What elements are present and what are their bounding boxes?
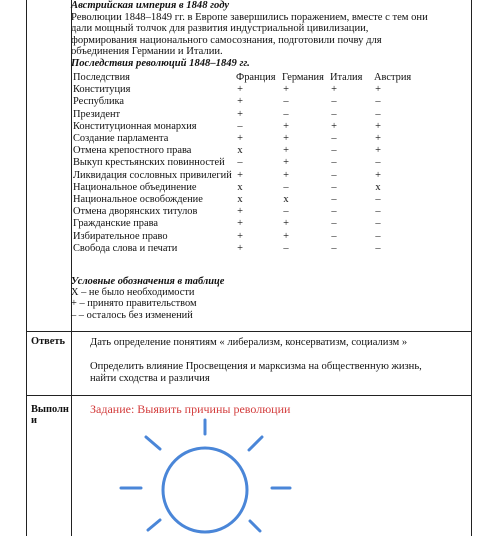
cell-mark: –: [331, 108, 337, 120]
cell-mark: +: [237, 96, 243, 108]
legend-item-x: X – не было необходимости: [71, 287, 195, 299]
answer-line-2: Определить влияние Просвещения и марксизма на общественную жизнь,: [90, 361, 422, 372]
answer-line-1: Дать определение понятиям « либерализм, консерватизм, социализм »: [90, 337, 408, 348]
sun-circle: [163, 448, 247, 532]
cell-mark: +: [375, 145, 381, 157]
cell-mark: x: [375, 181, 381, 193]
cell-mark: x: [237, 181, 243, 193]
cell-mark: –: [331, 169, 337, 181]
intro-line-1: Революции 1848–1849 гг. в Европе завершились поражением, вместе с тем они: [71, 11, 428, 23]
cell-mark: –: [331, 194, 337, 206]
cell-mark: –: [237, 157, 243, 169]
cell-mark: +: [237, 218, 243, 230]
cell-consequence: Конституция: [73, 84, 131, 96]
do-row-label-line1: Выполн: [31, 404, 69, 415]
sun-ray-upper-right: [249, 437, 262, 450]
cell-mark: +: [283, 218, 289, 230]
intro-line-4: объединения Германии и Италии.: [71, 46, 223, 58]
cell-mark: –: [283, 181, 289, 193]
cell-consequence: Республика: [73, 96, 125, 108]
cell-mark: –: [331, 157, 337, 169]
cell-consequence: Выкуп крестьянских повинностей: [73, 157, 225, 169]
header-austria: Австрия: [374, 72, 412, 83]
cell-mark: –: [331, 242, 337, 254]
cell-mark: +: [375, 133, 381, 145]
cell-mark: –: [331, 181, 337, 193]
cell-consequence: Национальное объединение: [73, 181, 197, 193]
sun-ray-lower-left: [148, 520, 160, 530]
cell-mark: –: [375, 108, 381, 120]
cell-mark: –: [375, 194, 381, 206]
cell-mark: x: [237, 145, 243, 157]
cell-mark: –: [375, 206, 381, 218]
cell-consequence: Избирательное право: [73, 230, 168, 242]
cell-consequence: Отмена крепостного права: [73, 145, 192, 157]
intro-line-3: формирования национального самосознания, подготовили почву для: [71, 34, 382, 46]
cell-mark: +: [375, 169, 381, 181]
legend-item-dash: – – осталось без изменений: [71, 309, 193, 321]
cell-mark: –: [331, 96, 337, 108]
task-text: Задание: Выявить причины революции: [90, 402, 291, 416]
cell-mark: –: [331, 218, 337, 230]
header-italy: Италия: [330, 72, 363, 83]
cell-mark: x: [237, 194, 243, 206]
results-subheading: Последствия революций 1848–1849 гг.: [71, 57, 250, 69]
cell-mark: +: [375, 84, 381, 96]
cell-mark: –: [375, 218, 381, 230]
section-heading: Австрийская империя в 1848 году: [71, 0, 230, 11]
legend-item-plus: + – принято правительством: [71, 298, 197, 310]
cell-mark: +: [331, 84, 337, 96]
cell-mark: +: [283, 120, 289, 132]
cell-mark: –: [331, 133, 337, 145]
cell-mark: +: [283, 145, 289, 157]
cell-mark: –: [283, 96, 289, 108]
cell-mark: +: [283, 84, 289, 96]
cell-mark: +: [283, 133, 289, 145]
cell-mark: –: [375, 157, 381, 169]
cell-mark: –: [375, 242, 381, 254]
answer-line-3: найти сходства и различия: [90, 373, 210, 384]
header-france: Франция: [236, 72, 276, 83]
cell-mark: +: [237, 108, 243, 120]
cell-mark: +: [237, 169, 243, 181]
cell-mark: –: [331, 145, 337, 157]
cell-mark: +: [331, 120, 337, 132]
cell-consequence: Гражданские права: [73, 218, 158, 230]
cell-consequence: Свобода слова и печати: [73, 242, 178, 254]
cell-mark: +: [237, 230, 243, 242]
cell-mark: –: [331, 230, 337, 242]
cell-mark: –: [283, 242, 289, 254]
cell-mark: x: [283, 194, 289, 206]
header-consequences: Последствия: [73, 72, 130, 83]
cell-consequence: Отмена дворянских титулов: [73, 206, 198, 218]
header-germany: Германия: [282, 72, 324, 83]
cell-mark: +: [237, 84, 243, 96]
sun-ray-upper-left: [146, 437, 160, 449]
cell-mark: +: [237, 242, 243, 254]
cell-mark: +: [283, 230, 289, 242]
cell-consequence: Президент: [73, 108, 121, 120]
cell-consequence: Ликвидация сословных привилегий: [73, 169, 232, 181]
cell-consequence: Создание парламента: [73, 133, 169, 145]
cell-mark: –: [375, 230, 381, 242]
cell-mark: +: [237, 206, 243, 218]
do-row-label-line2: и: [31, 415, 37, 426]
sun-ray-lower-right: [250, 521, 260, 531]
legend-title: Условные обозначения в таблице: [71, 276, 225, 287]
cell-mark: +: [283, 157, 289, 169]
cell-mark: –: [283, 206, 289, 218]
answer-row-label: Ответь: [31, 336, 66, 347]
intro-line-2: дали мощный толчок для развития индустриальной цивилизации,: [71, 23, 369, 35]
cell-mark: +: [237, 133, 243, 145]
cell-mark: +: [375, 120, 381, 132]
cell-mark: –: [375, 96, 381, 108]
cell-mark: +: [283, 169, 289, 181]
cell-mark: –: [331, 206, 337, 218]
cell-consequence: Конституционная монархия: [73, 120, 197, 132]
cell-mark: –: [237, 120, 243, 132]
cell-consequence: Национальное освобождение: [73, 194, 203, 206]
cell-mark: –: [283, 108, 289, 120]
